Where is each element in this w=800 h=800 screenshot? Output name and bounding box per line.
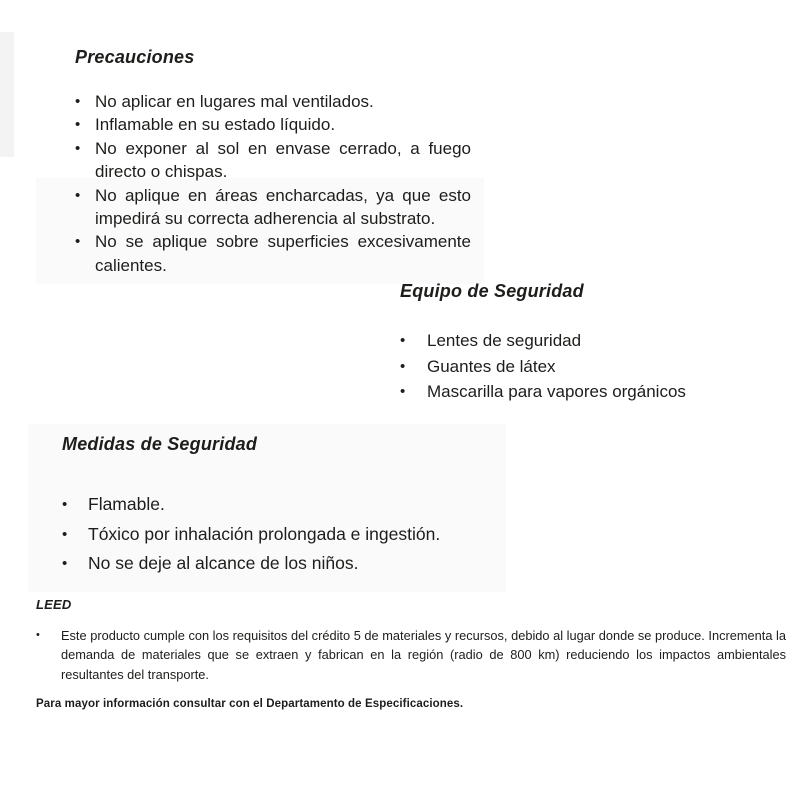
bullet-icon: •: [62, 555, 68, 572]
list-item: [400, 354, 740, 380]
list-item: [75, 230, 471, 277]
bullet-icon: •: [400, 357, 406, 375]
section-title-leed: LEED: [36, 597, 72, 612]
bullet-icon: •: [75, 93, 81, 110]
list-item-text: Mascarilla para vapores orgánicos: [427, 382, 686, 401]
list-item: [62, 549, 492, 579]
bullet-icon: •: [400, 383, 406, 400]
bullet-icon: •: [36, 629, 40, 641]
precauciones-list: [75, 90, 471, 277]
section-title-equipo: Equipo de Seguridad: [400, 281, 584, 301]
list-item-text: Flamable.: [88, 494, 165, 514]
bullet-icon: •: [75, 116, 81, 134]
scan-shadow-left: [0, 32, 14, 157]
list-item: [75, 184, 471, 231]
list-item-text: No aplique en áreas encharcadas, ya que esto impedirá su correcta adherencia al substrato.: [95, 185, 471, 229]
bullet-icon: •: [75, 139, 81, 157]
list-item: [400, 328, 740, 354]
list-item-text: Este producto cumple con los requisitos del crédito 5 de materiales y recursos, debido al lugar donde se produce. Incrementa la demanda de materiales que se extraen y fabrican en la región (radio de 800 km) reduciendo los impactos ambientales resultantes del transporte.: [61, 628, 786, 682]
list-item: [62, 520, 492, 550]
equipo-list: [400, 328, 740, 405]
section-leed: [36, 597, 786, 687]
list-item-text: Inflamable en su estado líquido.: [95, 115, 336, 135]
list-item-text: No se deje al alcance de los niños.: [88, 553, 359, 573]
list-item-text: Tóxico por inhalación prolongada e ingestión.: [88, 523, 441, 544]
bullet-icon: •: [62, 525, 68, 543]
list-item-text: No se aplique sobre superficies excesivamente calientes.: [95, 232, 471, 275]
list-item: [62, 490, 492, 520]
bullet-icon: •: [62, 496, 68, 513]
list-item-text: No exponer al sol en envase cerrado, a fuego directo o chispas.: [95, 138, 471, 182]
list-item: [36, 626, 786, 684]
list-item: [75, 90, 471, 113]
bullet-icon: •: [75, 186, 81, 204]
leed-list: [36, 626, 786, 684]
bullet-icon: •: [400, 332, 406, 349]
list-item-text: No aplicar en lugares mal ventilados.: [95, 92, 374, 111]
list-item-text: Lentes de seguridad: [427, 331, 582, 350]
section-equipo-de-seguridad: [400, 281, 740, 411]
section-title-medidas: Medidas de Seguridad: [62, 434, 258, 454]
bullet-icon: •: [75, 233, 81, 251]
list-item: [75, 137, 471, 184]
list-item-text: Guantes de látex: [427, 356, 556, 376]
list-item: [400, 379, 740, 405]
list-item: [75, 113, 471, 136]
section-precauciones: [75, 47, 471, 287]
medidas-list: [62, 490, 492, 579]
section-title-precauciones: Precauciones: [75, 47, 195, 67]
footer-note: Para mayor información consultar con el Departamento de Especificaciones.: [36, 698, 464, 710]
section-medidas-de-seguridad: [62, 434, 492, 579]
